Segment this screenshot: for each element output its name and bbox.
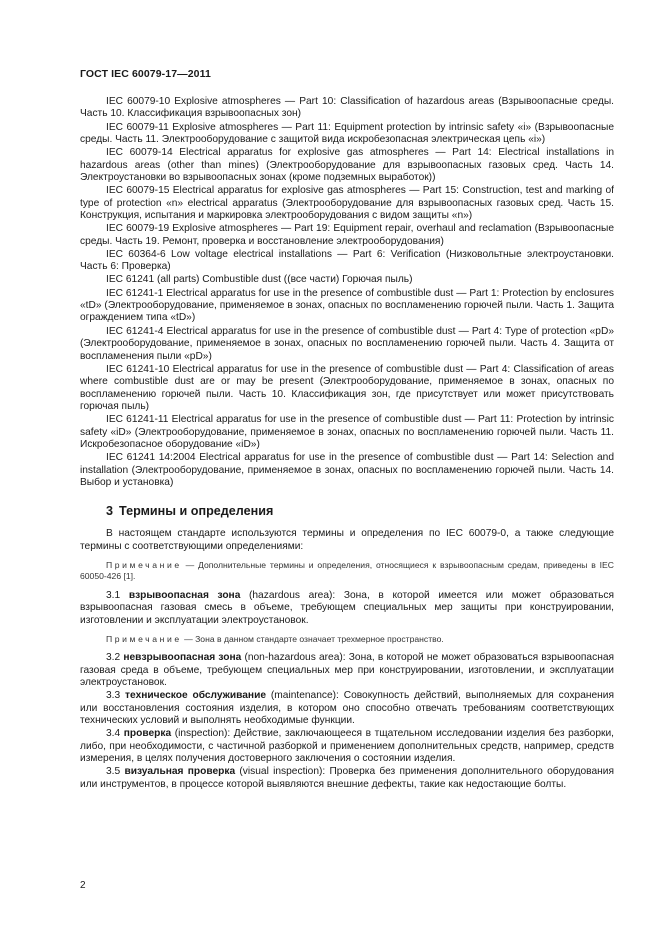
reference-item: IEC 60079-14 Electrical apparatus for explosive gas atmospheres — Part 14: Electrical installations in hazardous areas (other than mines) (Электрооборудование для взрывоопасных газовых сред. Часть 14. Электроустановки во взрывоопасных зонах (кроме подземных выработок)): [80, 147, 614, 184]
section-number: 3: [106, 504, 114, 519]
definition-text: (hazardous area): Зона, в которой имеется или может образоваться взрывоопасная газовая смесь в объеме, требующем специальных мер защиты при конструировании, изготовлении и эксплуатации электроустановок.: [80, 589, 614, 626]
definition-3-2: [80, 652, 614, 689]
definition-text: (maintenance): Совокупность действий, выполняемых для сохранения или восстановления состояния изделия, в котором оно способно отвечать требованиям соответствующих технических условий и выполнять необходимые функции.: [80, 690, 614, 727]
definition-text: (inspection): Действие, заключающееся в тщательном исследовании изделия без разборки, либо, при необходимости, с частичной разборкой и применением дополнительных средств, например, средств измерения, в целях получения достоверного заключения о состоянии изделия.: [80, 728, 614, 765]
reference-item: IEC 61241-4 Electrical apparatus for use in the presence of combustible dust — Part 4: Type of protection «pD» (Электрооборудование, применяемое в зонах, опасных по воспламенению горючей пыли. Часть 4. Защита от воспламенения пыли «pD»): [80, 325, 614, 362]
reference-item: IEC 61241 (all parts) Combustible dust ((все части) Горючая пыль): [106, 274, 413, 286]
definition-number: 3.3: [106, 690, 121, 702]
definition-3-5: [80, 766, 614, 791]
reference-item: IEC 61241-1 Electrical apparatus for use in the presence of combustible dust — Part 1: Protection by enclosures «tD» (Электрооборудование, применяемое в зонах, опасных по воспламенению горючей пыли. Часть 1. Защита ограждением типа «tD»): [80, 287, 614, 324]
reference-item: IEC 60079-11 Explosive atmospheres — Part 11: Equipment protection by intrinsic safety «i» (Взрывоопасные среды. Часть 11. Электрооборудование с защитой вида искробезопасная электрическая цепь «i»): [80, 121, 614, 146]
definition-term: визуальная проверка: [124, 766, 236, 778]
reference-item: IEC 61241-11 Electrical apparatus for use in the presence of combustible dust — Part 11: Protection by intrinsic safety «iD» (Электрооборудование, применяемое в зонах, опасных по воспламенению горючей пыли. Часть 11. Искробезопасное оборудование «iD»): [80, 414, 614, 450]
definition-term: взрывоопасная зона: [128, 589, 241, 601]
page-number: 2: [80, 880, 86, 891]
page-content: [80, 96, 614, 792]
reference-item: IEC 60079-19 Explosive atmospheres — Part 19: Equipment repair, overhaul and reclamation (Взрывоопасные среды. Часть 19. Ремонт, проверка и восстановление электрооборудования): [80, 223, 614, 247]
reference-item: IEC 60079-10 Explosive atmospheres — Part 10: Classification of hazardous areas (Взрывоопасные среды. Часть 10. Классификация взрывоопасных зон): [80, 96, 614, 120]
note: [80, 560, 614, 583]
definition-3-1: [80, 590, 614, 627]
reference-item: IEC 61241 14:2004 Electrical apparatus for use in the presence of combustible dust — Part 14: Selection and installation (Электрооборудование, применяемое в зонах, опасных по воспламенению горючей пыли. Часть 14. Выбор и установка): [80, 452, 614, 488]
definition-term: техническое обслуживание: [125, 690, 267, 702]
definition-term: проверка: [123, 728, 172, 740]
document-header: ГОСТ IEC 60079-17—2011: [80, 68, 211, 80]
definition-text: (visual inspection): Проверка без применения дополнительного оборудования или инструментов, в процессе которой выявляются внешние дефекты, такие как недостающие болты.: [80, 766, 614, 790]
definition-number: 3.1: [106, 589, 121, 601]
section-title: Термины и определения: [119, 504, 274, 519]
definition-number: 3.4: [106, 728, 121, 740]
section-heading: [106, 504, 614, 518]
definition-3-3: [80, 690, 614, 727]
definition-text: (non-hazardous area): Зона, в которой не может образоваться взрывоопасная газовая среда в объеме, требующем специальных мер при конструировании, изготовлении, и эксплуатации электроустановок.: [80, 652, 615, 689]
section-intro: В настоящем стандарте используются термины и определения по IEC 60079-0, а также следующие термины с соответствующими определениями:: [80, 528, 614, 552]
definition-number: 3.2: [106, 652, 121, 664]
note: [80, 634, 614, 645]
definition-number: 3.5: [106, 766, 121, 778]
note-label: Примечание: [106, 560, 182, 571]
reference-item: IEC 61241-10 Electrical apparatus for use in the presence of combustible dust — Part 4: Classification of areas where combustible dust are or may be present (Электрооборудование, применяемое в зонах, опасных по воспламенению горючей пыли. Часть 10. Классификация зон, где присутствует или может присутствовать горючая пыль): [80, 363, 614, 412]
definition-term: невзрывоопасная зона: [123, 652, 242, 664]
reference-item: IEC 60364-6 Low voltage electrical installations — Part 6: Verification (Низковольтные электроустановки. Часть 6: Проверка): [80, 248, 614, 273]
note-label: Примечание: [106, 633, 182, 644]
note-text: — Дополнительные термины и определения, относящиеся к взрывоопасным средам, приведены в IEC 60050-426 [1].: [80, 560, 614, 582]
definition-3-4: [80, 728, 614, 765]
reference-item: IEC 60079-15 Electrical apparatus for explosive gas atmospheres — Part 15: Construction, test and marking of type of protection «n» electrical apparatus (Электрооборудование для взрывоопасных газовых сред. Часть 15. Конструкция, испытания и маркировка электрооборудования с видом защиты «n»): [80, 185, 614, 222]
note-text: — Зона в данном стандарте означает трехмерное пространство.: [181, 633, 444, 644]
